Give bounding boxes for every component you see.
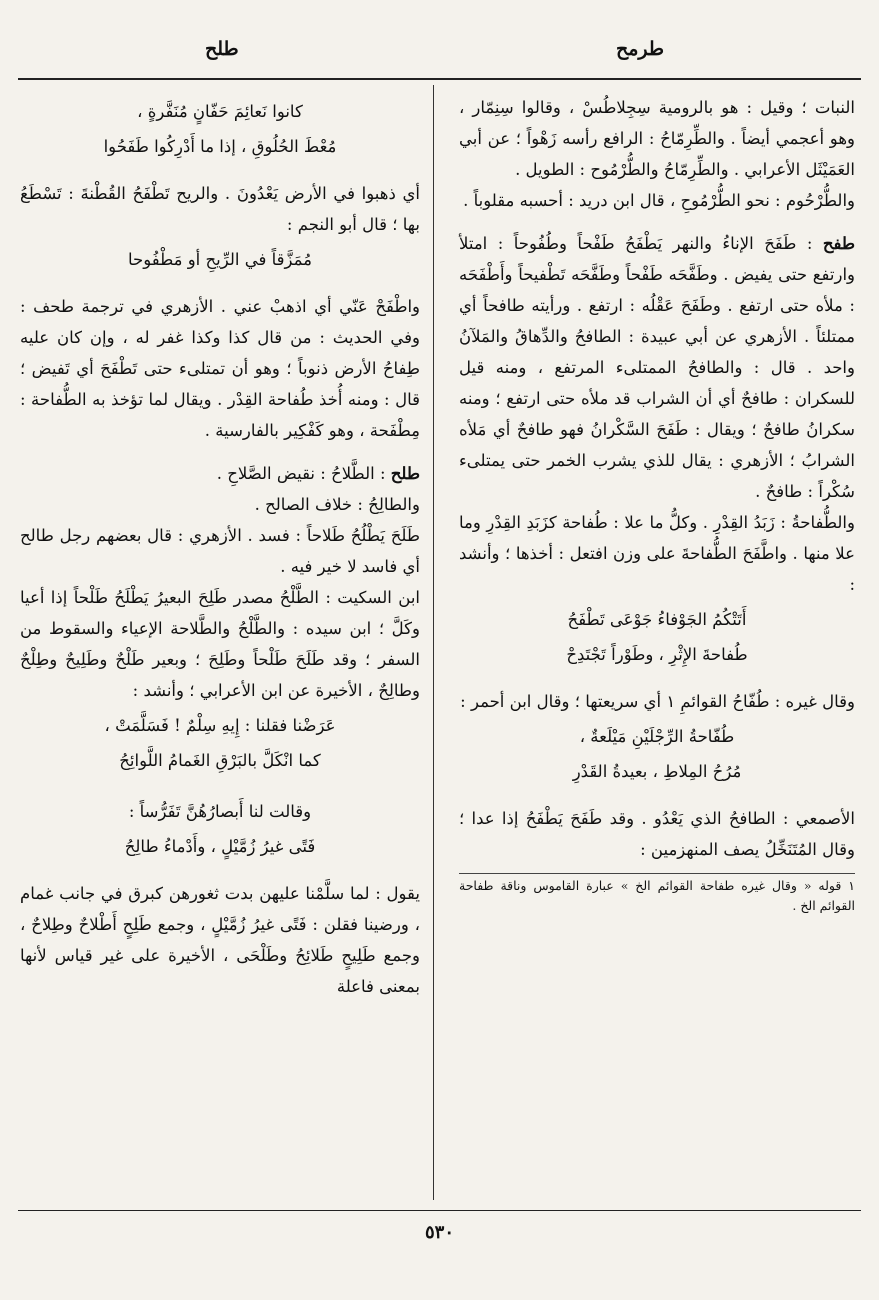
- text: وقال غيره : طُفّاحُ القوائمِ ١ أي سريعتها ؛ وقال ابن أحمر :: [460, 692, 855, 711]
- verse-line: [459, 721, 855, 752]
- text: أَتَتْكُمُ الجَوْفاءُ جَوْعَى تَطْفَحُ: [567, 610, 747, 629]
- verse-line: [20, 796, 420, 827]
- text: أي ذهبوا في الأرض يَعْدُونَ . والريح تَطْفَحُ القُطْنةَ : تَسْطَعُ بها ؛ قال أبو النجم :: [20, 184, 420, 234]
- spacer: [459, 216, 855, 228]
- paragraph: [459, 507, 855, 600]
- verse-line: [20, 745, 420, 776]
- paragraph: [20, 520, 420, 582]
- text: : الطَّلاحُ : نقيض الصَّلاحِ .: [216, 464, 391, 483]
- spacer: [20, 166, 420, 178]
- text: طُفاحةَ الإِثْرِ ، وطَوْراً تَجْتَدِحْ: [566, 645, 748, 664]
- entry-headword: طفح: [822, 234, 855, 253]
- paragraph: [20, 878, 420, 1002]
- paragraph: [20, 178, 420, 240]
- text: والطُّفاحةُ : زَبَدُ القِدْرِ . وكلُّ ما علا : طُفاحة كزَبَدِ القِدْرِ وما علا منها . واطَّفَحَ الطُّفاحةَ على وزن افتعل : أخذها ؛ وأنشد :: [459, 513, 855, 594]
- spacer: [459, 791, 855, 803]
- verse-line: [20, 831, 420, 862]
- page-number: ٥٣٠: [424, 1222, 454, 1243]
- verse-line: [20, 244, 420, 275]
- text: النبات ؛ وقيل : هو بالرومية سِجِلاطُسْ ، وقالوا سِنِمّار ، وهو أعجمي أيضاً . والطِّرِمّاحُ : الرافع رأسه زَهْواً ؛ عن أبي العَمَيْثَل الأعرابي . والطِّرِمّاحُ والطُّرْمُوح : الطويل .: [459, 98, 855, 179]
- text: مُرُحُ المِلاطِ ، بعيدةُ القَدْرِ: [572, 762, 742, 781]
- verse-line: [459, 756, 855, 787]
- spacer: [20, 446, 420, 458]
- text: عَرَضْنا فقلنا : إِيهِ سِلْمٌ ! فَسَلَّمَتْ ،: [104, 716, 336, 735]
- footer-rule: [18, 1210, 861, 1211]
- text: فَتًى غيرُ زُمَّيْلٍ ، وأَدْماءُ طالِحُ: [124, 837, 316, 856]
- text: كما انْكَلَّ بالبَرْقِ الغَمامُ اللَّوائِحُ: [119, 751, 321, 770]
- verse-line: [20, 96, 420, 127]
- text: والطالِحُ : خلاف الصالح .: [254, 495, 420, 514]
- text: كانوا نَعائِمَ حَفّانٍ مُنَفَّرةٍ ،: [137, 102, 303, 121]
- paragraph: [459, 803, 855, 865]
- text: طُفّاحةُ الرِّجْلَيْنِ مَيْلَعةٌ ،: [579, 727, 735, 746]
- spacer: [20, 780, 420, 792]
- paragraph: [459, 228, 855, 507]
- footnote-rule: [459, 873, 855, 874]
- entry-headword: طلح: [390, 464, 420, 483]
- spacer: [459, 674, 855, 686]
- paragraph: [20, 582, 420, 706]
- text: يقول : لما سلَّمْنا عليهن بدت ثغورهن كبرق في جانب غمام ، ورضينا فقلن : فَتًى غيرُ زُمَّيْلٍ ، وجمع طَلِحٍ أَطْلاحٌ وطِلاحٌ ، وجمع طَلِيحٍ طَلائِحُ وطَلْحَى ، الأخيرة على غير قياس لأنها بمعنى فاعلة: [20, 884, 420, 996]
- column-divider: [433, 85, 434, 1200]
- header-rule: [18, 78, 861, 80]
- header-right-word: طرمح: [615, 38, 664, 60]
- paragraph: [20, 291, 420, 446]
- paragraph: [20, 489, 420, 520]
- text: واطْفَحْ عَنّي أي اذهبْ عني . الأزهري في ترجمة طحف : وفي الحديث : من قال كذا وكذا غفر له ، وإن كان عليه طِفاحُ الأرض ذنوباً ؛ وهو أن تمتلىء حتى تَطْفَحَ أي تَفيض ؛ قال : ومنه أُخذ طُفاحة القِدْر . ويقال لما تؤخذ به الطُّفاحة : مِطْفَحة ، وهو كَفْكِير بالفارسية .: [20, 297, 420, 440]
- paragraph: [459, 92, 855, 185]
- right-column: [459, 92, 855, 916]
- paragraph: [459, 686, 855, 717]
- text: الأصمعي : الطافحُ الذي يَعْدُو . وقد طَفَحَ يَطْفَحُ إذا عدا ؛ وقال المُتَنَخِّلُ يصف المنهزمين :: [459, 809, 855, 859]
- text: مُمَزَّقاً في الرِّيحِ أو مَطْفُوحا: [128, 250, 312, 269]
- text: : طَفَحَ الإناءُ والنهر يَطْفَحُ طَفْحاً وطُفُوحاً : امتلأ وارتفع حتى يفيض . وطَفَّحَه طَفْحاً وطَفَّحَه تَطْفيحاً وأَطْفَحَه : ملأه حتى ارتفع . وطَفَحَ عَقْلُه : ارتفع . ورأيته طافحاً أي ممتلئاً . الأزهري عن أبي عبيدة : الطافحُ والدِّهاقُ والمَلآنُ واحد . قال : والطافحُ الممتلىء المرتفع ، ومنه قيل للسكران : طافحٌ أي أن الشراب قد ملأه حتى ارتفع ؛ ومنه سكرانُ طافحٌ ؛ ويقال : طَفَحَ السَّكْرانُ فهو طافحٌ أي مَلأه الشرابُ ؛ الأزهري : يقال للذي يشرب الخمر حتى يمتلىء سُكْراً : طافحٌ .: [459, 234, 855, 501]
- spacer: [20, 866, 420, 878]
- text: وقالت لنا أَبصارُهُنَّ تَفَرُّساً :: [128, 802, 312, 821]
- text: والطُّرْحُوم : نحو الطُّرْمُوحِ ، قال ابن دريد : أحسبه مقلوباً .: [463, 191, 855, 210]
- header-left-word: طلح: [205, 38, 239, 60]
- paragraph: [20, 458, 420, 489]
- text: طَلَحَ يَطْلُحُ طَلاحاً : فسد . الأزهري : قال بعضهم رجل طالح أي فاسد لا خير فيه .: [20, 526, 420, 576]
- paragraph: [459, 185, 855, 216]
- footnote: ١ قوله « وقال غيره طفاحة القوائم الخ » عبارة القاموس وناقة طفاحة القوائم الخ .: [459, 878, 855, 913]
- verse-line: [20, 710, 420, 741]
- spacer: [20, 279, 420, 291]
- verse-line: [459, 604, 855, 635]
- left-column: [20, 92, 420, 1002]
- verse-line: [20, 131, 420, 162]
- text: ابن السكيت : الطَّلْحُ مصدر طَلِحَ البعيرُ يَطْلَحُ طَلْحاً إذا أعيا وكَلَّ ؛ ابن سيده : والطَّلْحُ والطَّلاحة الإعياء والسقوط من السفر ؛ وقد طَلَحَ طَلْحاً وطَلِحَ ؛ وبعير طَلْحٌ وطَلِيحٌ وطِلْحٌ وطالِحٌ ، الأخيرة عن ابن الأعرابي ؛ وأنشد :: [20, 588, 420, 700]
- verse-line: [459, 639, 855, 670]
- text: مُعْطَ الحُلُوقِ ، إذا ما أَدْرِكُوا طَفَحُوا: [103, 137, 337, 156]
